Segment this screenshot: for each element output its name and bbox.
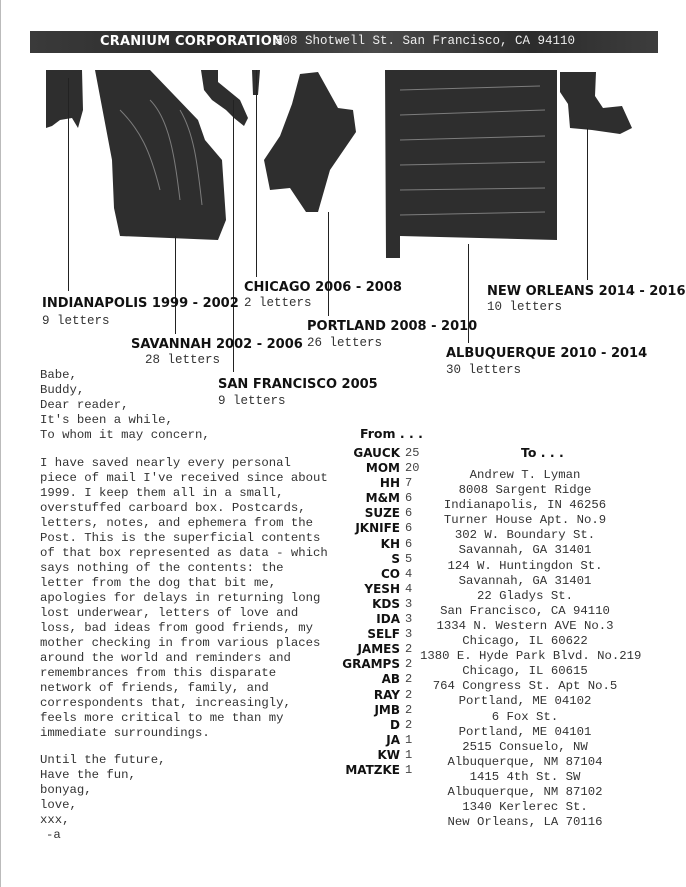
address-line: Albuquerque, NM 87104: [447, 754, 603, 769]
sender-name: HH: [379, 476, 400, 491]
count-san-francisco: 9 letters: [218, 394, 286, 408]
salutation-line: Babe,: [40, 368, 77, 382]
address-line: Indianapolis, IN 46256: [443, 498, 607, 513]
city-new-orleans: NEW ORLEANS 2014 - 2016: [487, 284, 686, 299]
sender-name: SELF: [367, 627, 400, 642]
body-line: letters, notes, and ephemera from the: [40, 516, 314, 530]
sender-count: 2: [405, 642, 413, 657]
closing-line: Until the future,: [40, 753, 166, 767]
count-chicago: 2 letters: [244, 296, 312, 310]
address-line: New Orleans, LA 70116: [447, 815, 603, 830]
sender-count: 6: [405, 506, 413, 521]
city-chicago: CHICAGO 2006 - 2008: [244, 280, 402, 295]
california-map: [201, 70, 248, 126]
sender-name: JA: [386, 732, 400, 747]
address-line: Chicago, IL 60622: [462, 634, 588, 649]
closing-line: bonyag,: [40, 783, 92, 797]
city-san-francisco: SAN FRANCISCO 2005: [218, 377, 378, 392]
sender-name: MOM: [365, 461, 400, 476]
leader-line: [328, 212, 329, 316]
salutation-line: It's been a while,: [40, 413, 173, 427]
body-line: of that box represented as data - which: [40, 546, 328, 560]
sender-name: JKNIFE: [355, 521, 400, 536]
sender-name: JMB: [374, 702, 400, 717]
sender-count: 2: [405, 687, 413, 702]
sender-name: M&M: [365, 491, 400, 506]
body-line: around the world and reminders and: [40, 651, 291, 665]
sender-count: 1: [405, 747, 413, 762]
address-line: Andrew T. Lyman: [469, 468, 581, 482]
address-line: 2515 Consuelo, NW: [462, 739, 588, 754]
body-line: Post. This is the superficial contents: [40, 531, 321, 545]
body-line: loss, bad ideas from good friends, my: [40, 621, 314, 635]
sender-name: KH: [380, 536, 400, 551]
body-line: piece of mail I've received since about: [40, 471, 328, 485]
address-line: 6 Fox St.: [491, 709, 559, 724]
body-line: apologies for delays in returning long: [40, 591, 321, 605]
sender-name: D: [390, 717, 400, 732]
sender-count: 4: [405, 566, 413, 581]
body-line: overstuffed carboard box. Postcards,: [40, 501, 306, 515]
leader-line: [233, 100, 234, 372]
leader-line: [587, 128, 588, 280]
address-line: Portland, ME 04102: [458, 694, 592, 709]
sender-count: 7: [405, 476, 413, 491]
address-line: Savannah, GA 31401: [458, 543, 592, 558]
sender-count: 2: [405, 672, 413, 687]
sender-name: GRAMPS: [342, 657, 400, 672]
address-line: Albuquerque, NM 87102: [447, 784, 603, 799]
address-line: Savannah, GA 31401: [458, 573, 592, 588]
body-line: immediate surroundings.: [40, 726, 210, 740]
city-albuquerque: ALBUQUERQUE 2010 - 2014: [446, 346, 648, 361]
salutations: [40, 368, 210, 443]
sender-count: 20: [405, 461, 420, 476]
sender-name: RAY: [373, 687, 400, 702]
body-line: network of friends, family, and: [40, 681, 269, 695]
count-indianapolis: 9 letters: [42, 314, 110, 328]
address-line: 1380 E. Hyde Park Blvd. No.219: [420, 649, 642, 664]
closing-line: Have the fun,: [40, 768, 136, 782]
salutation-line: Dear reader,: [40, 398, 129, 412]
sender-count: 2: [405, 702, 413, 717]
leader-line: [256, 70, 257, 277]
count-albuquerque: 30 letters: [446, 363, 522, 377]
state-maps: [0, 0, 686, 300]
sender-count: 3: [405, 596, 413, 611]
address-line: 8008 Sargent Ridge: [458, 483, 592, 498]
sender-name: CO: [380, 566, 400, 581]
address-line: Chicago, IL 60615: [462, 664, 588, 679]
closing-line: -a: [46, 828, 61, 842]
company-address: 308 Shotwell St. San Francisco, CA 94110: [275, 34, 576, 48]
closing-line: xxx,: [40, 813, 70, 827]
sender-name: YESH: [364, 581, 400, 596]
body-line: says nothing of the contents: the: [40, 561, 284, 575]
sender-count: 6: [405, 491, 413, 506]
body-line: lost underwear, letters of love and: [40, 606, 299, 620]
address-line: Turner House Apt. No.9: [443, 513, 607, 528]
address-line: 22 Gladys St.: [477, 588, 573, 603]
sender-name: IDA: [376, 612, 400, 627]
city-portland: PORTLAND 2008 - 2010: [307, 319, 478, 334]
sender-count: 4: [405, 581, 413, 596]
body-line: I have saved nearly every personal: [40, 456, 291, 470]
sender-name: KW: [377, 747, 400, 762]
louisiana-map: [560, 72, 632, 134]
sender-count: 5: [405, 551, 413, 566]
sender-count: 6: [405, 536, 413, 551]
leader-line: [68, 78, 69, 291]
company-name: CRANIUM CORPORATION: [100, 34, 284, 49]
sender-count: 3: [405, 627, 413, 642]
from-title: From . . .: [360, 426, 423, 441]
city-indianapolis: INDIANAPOLIS 1999 - 2002: [42, 296, 239, 311]
sender-name: MATZKE: [345, 762, 400, 777]
sender-count: 25: [405, 446, 420, 460]
address-line: 1334 N. Western AVE No.3: [436, 618, 614, 633]
sender-row: [330, 446, 470, 461]
to-title: To . . .: [521, 445, 564, 460]
letter-body: [40, 456, 340, 741]
salutation-line: Buddy,: [40, 383, 85, 397]
sender-count: 1: [405, 732, 413, 747]
closing-line: love,: [40, 798, 77, 812]
count-savannah: 28 letters: [145, 353, 221, 367]
address-line: 124 W. Huntingdon St.: [447, 558, 603, 573]
sender-name: SUZE: [364, 506, 400, 521]
address-line: 302 W. Boundary St.: [454, 528, 596, 543]
georgia-map: [95, 70, 226, 240]
sender-count: 6: [405, 521, 413, 536]
address-line: 764 Congress St. Apt No.5: [432, 679, 618, 694]
body-line: letter from the dog that bit me,: [40, 576, 277, 590]
indiana-map: [46, 70, 83, 128]
sender-count: 3: [405, 612, 413, 627]
sender-name: JAMES: [357, 642, 400, 657]
body-line: mother checking in from various places: [40, 636, 321, 650]
count-new-orleans: 10 letters: [487, 300, 563, 314]
letter-closing: [40, 753, 165, 843]
sender-name: GAUCK: [353, 446, 400, 460]
sender-name: S: [391, 551, 400, 566]
body-line: remembrances from this disparate: [40, 666, 277, 680]
salutation-line: To whom it may concern,: [40, 428, 210, 442]
body-line: correspondents that, increasingly,: [40, 696, 291, 710]
city-savannah: SAVANNAH 2002 - 2006: [131, 337, 303, 352]
body-line: 1999. I keep them all in a small,: [40, 486, 284, 500]
address-line: 1415 4th St. SW: [469, 769, 581, 784]
body-line: feels more critical to me than my: [40, 711, 284, 725]
to-addresses: [420, 468, 642, 830]
sender-count: 1: [405, 762, 413, 777]
sender-name: AB: [381, 672, 400, 687]
sender-name: KDS: [372, 596, 400, 611]
address-line: Portland, ME 04101: [458, 724, 592, 739]
sender-count: 2: [405, 657, 413, 672]
maine-map: [264, 72, 356, 212]
address-line: San Francisco, CA 94110: [440, 603, 610, 618]
sender-count: 2: [405, 717, 413, 732]
leader-line: [175, 236, 176, 334]
count-portland: 26 letters: [307, 336, 383, 350]
address-line: 1340 Kerlerec St.: [462, 800, 588, 815]
